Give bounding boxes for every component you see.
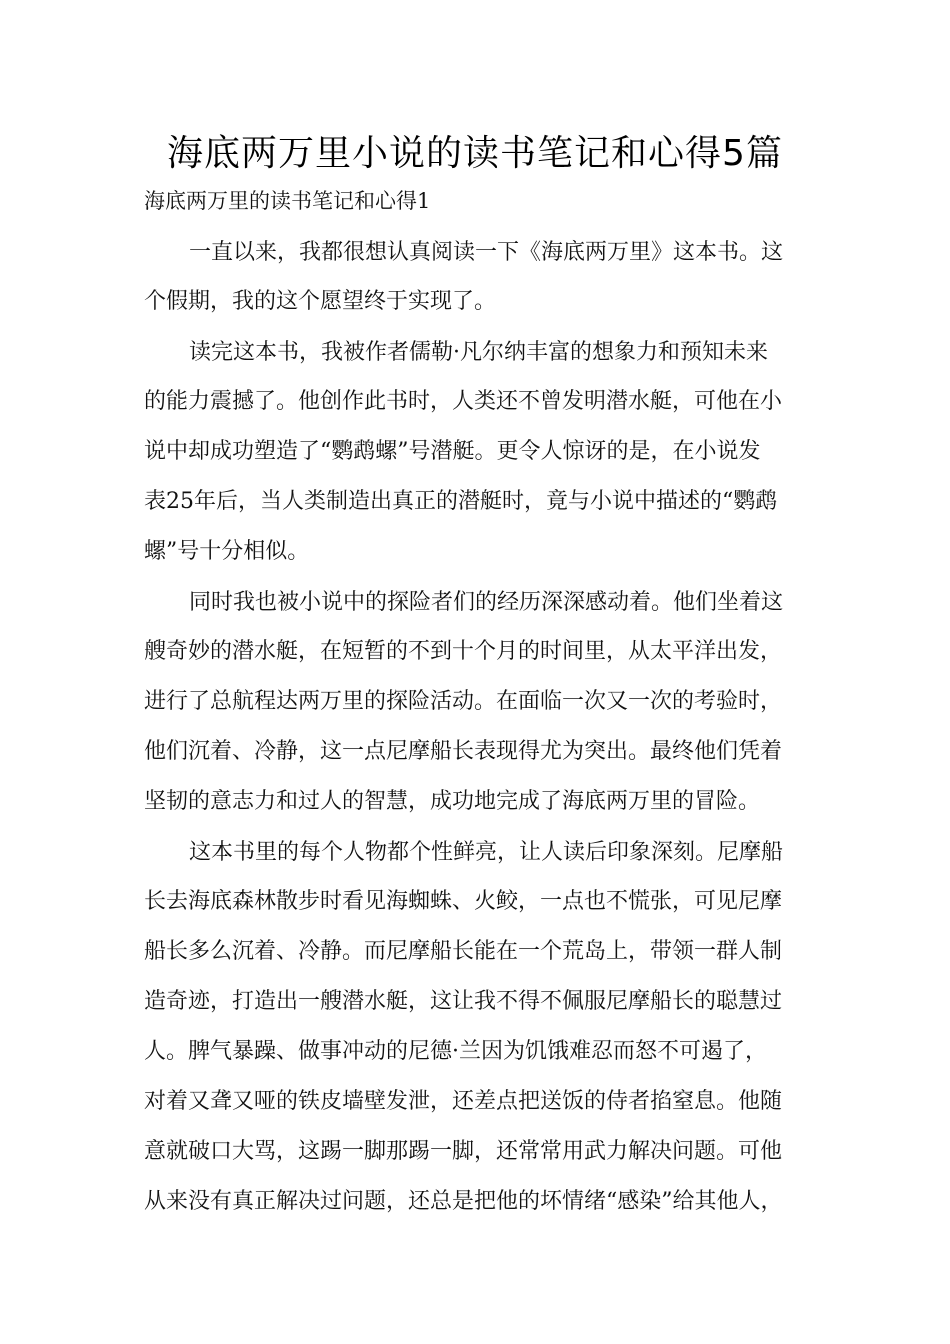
text-line: 同时我也被小说中的探险者们的经历深深感动着。他们坐着这 — [189, 590, 784, 615]
text-line: 对着又聋又哑的铁皮墙壁发泄，还差点把送饭的侍者掐窒息。他随 — [144, 1089, 783, 1114]
text-line: 从来没有真正解决过问题，还总是把他的坏情绪“感染”给其他人， — [144, 1189, 783, 1214]
text-line: 进行了总航程达两万里的探险活动。在面临一次又一次的考验时， — [144, 689, 783, 714]
text-line: 螺”号十分相似。 — [144, 539, 310, 564]
text-line: 他们沉着、冷静，这一点尼摩船长表现得尤为突出。最终他们凭着 — [144, 739, 783, 764]
page-title: 海底两万里小说的读书笔记和心得5篇 — [167, 133, 783, 174]
text-line: 个假期，我的这个愿望终于实现了。 — [144, 289, 497, 314]
text-line: 艘奇妙的潜水艇，在短暂的不到十个月的时间里，从太平洋出发， — [144, 639, 783, 664]
text-line: 的能力震撼了。他创作此书时，人类还不曾发明潜水艇，可他在小 — [144, 389, 783, 414]
text-line: 读完这本书，我被作者儒勒·凡尔纳丰富的想象力和预知未来 — [189, 340, 768, 365]
text-line: 人。脾气暴躁、做事冲动的尼德·兰因为饥饿难忍而怒不可遏了， — [144, 1039, 767, 1064]
section-heading: 海底两万里的读书笔记和心得1 — [144, 189, 431, 213]
text-line: 表25年后，当人类制造出真正的潜艇时，竟与小说中描述的“鹦鹉 — [144, 489, 778, 514]
text-line: 造奇迹，打造出一艘潜水艇，这让我不得不佩服尼摩船长的聪慧过 — [144, 989, 783, 1014]
text-line: 长去海底森林散步时看见海蜘蛛、火鲛，一点也不慌张，可见尼摩 — [144, 889, 783, 914]
text-line: 坚韧的意志力和过人的智慧，成功地完成了海底两万里的冒险。 — [144, 789, 761, 814]
text-line: 意就破口大骂，这踢一脚那踢一脚，还常常用武力解决问题。可他 — [144, 1139, 783, 1164]
text-line: 这本书里的每个人物都个性鲜亮，让人读后印象深刻。尼摩船 — [189, 840, 784, 865]
text-line: 一直以来，我都很想认真阅读一下《海底两万里》这本书。这 — [189, 240, 784, 265]
text-line: 船长多么沉着、冷静。而尼摩船长能在一个荒岛上，带领一群人制 — [144, 939, 783, 964]
text-line: 说中却成功塑造了“鹦鹉螺”号潜艇。更令人惊讶的是，在小说发 — [144, 439, 761, 464]
